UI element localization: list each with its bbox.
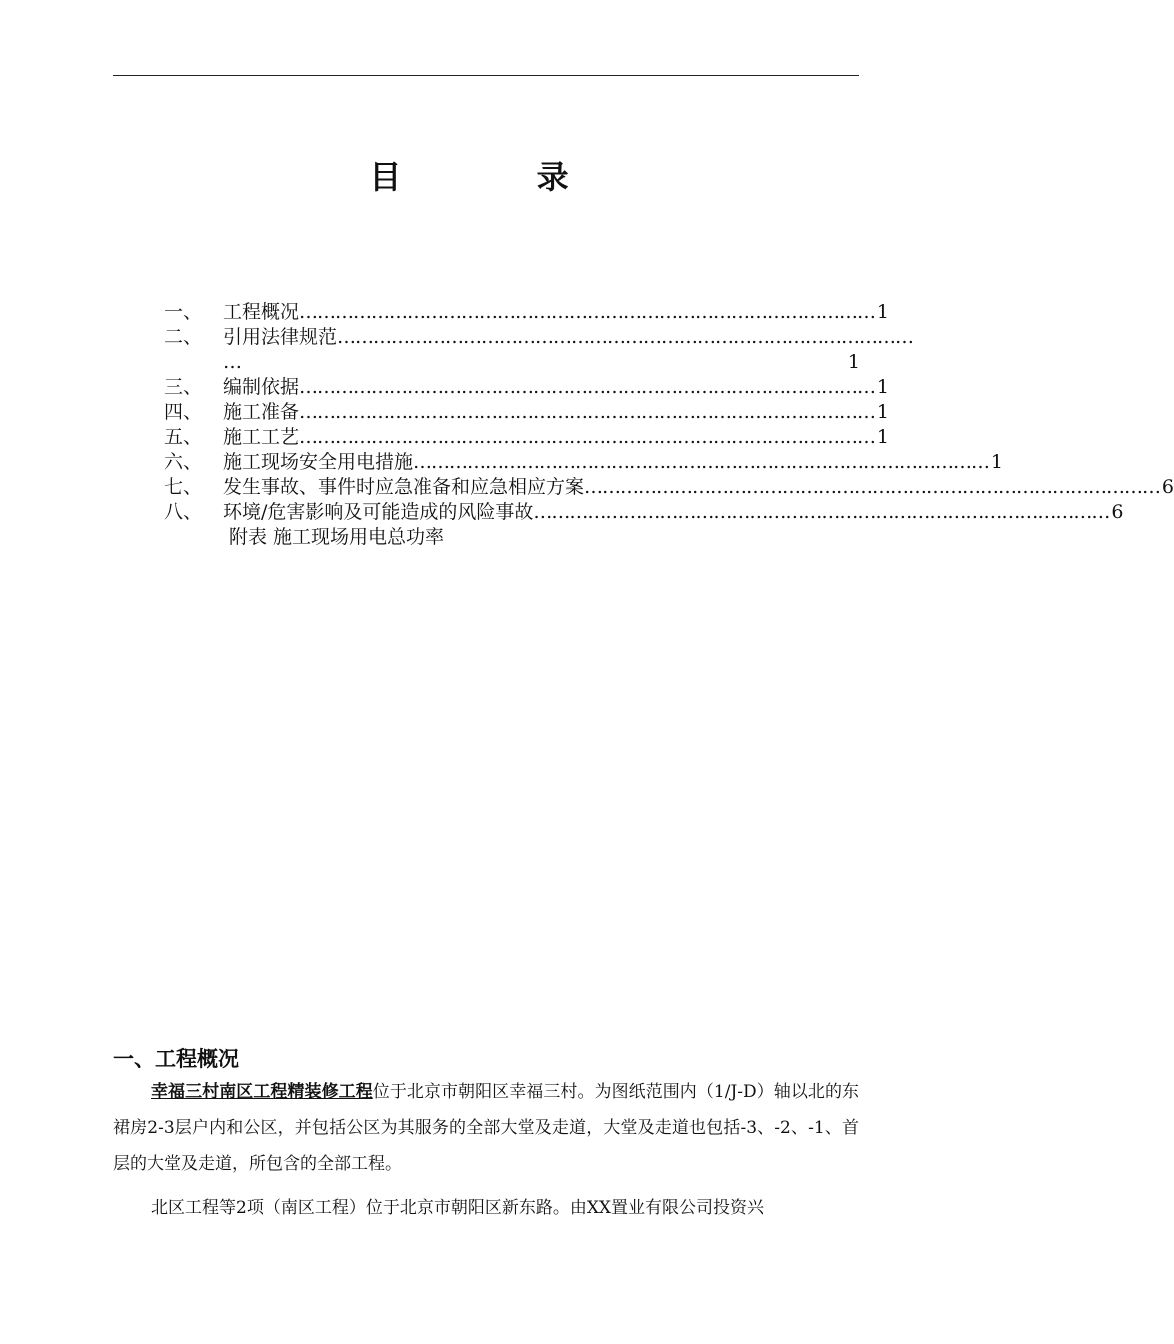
toc-entry-number: 一、: [164, 301, 203, 323]
toc-entry[interactable]: [164, 475, 1174, 500]
toc-leader-dots: ……………………………………………………………………………………: [413, 451, 990, 473]
toc-entry-page: 1: [876, 301, 890, 323]
toc-entry-page: 1: [876, 376, 890, 398]
toc-appendix[interactable]: [164, 525, 860, 550]
toc-entry[interactable]: [164, 300, 890, 325]
toc-entry[interactable]: [164, 400, 890, 425]
toc-entry-number: 七、: [164, 476, 203, 498]
paragraph-text: 位于北京市朝阳区幸福三村。为图纸范围内（1/J-D）轴以北的东裙房2-3层户内和公区，并包括公区为其服务的全部大堂及走道，大堂及走道也包括-3、-2、-1、首层的大堂及走道，所包含的全部工程。: [113, 1082, 860, 1174]
toc-entry-number: 五、: [164, 426, 203, 448]
project-name: 幸福三村南区工程精装修工程: [151, 1082, 373, 1102]
toc-leader-dots: ……………………………………………………………………………………: [299, 401, 876, 423]
toc-entry-number: 三、: [164, 376, 203, 398]
toc-entry[interactable]: [164, 375, 890, 400]
section-title: 一、工程概况: [113, 1047, 239, 1071]
toc-leader-dots: …: [223, 351, 241, 373]
header-rule: [113, 75, 859, 76]
section-project-overview: [113, 1044, 859, 1226]
toc-leader-dots: ……………………………………………………………………………………: [337, 326, 914, 348]
toc-entry-title: 编制依据: [223, 376, 300, 398]
toc-entry-title: 施工现场安全用电措施: [223, 451, 414, 473]
paragraph: 北区工程等2项（南区工程）位于北京市朝阳区新东路。由XX置业有限公司投资兴: [151, 1198, 765, 1218]
table-of-contents: [164, 300, 1174, 550]
toc-entry-page: 1: [990, 451, 1004, 473]
toc-leader-dots: ……………………………………………………………………………………: [299, 426, 876, 448]
toc-title: 目 录: [369, 158, 631, 196]
toc-entry-title: 施工准备: [223, 401, 300, 423]
toc-entry-page: 1: [876, 426, 890, 448]
toc-entry-number: 六、: [164, 451, 203, 473]
toc-leader-dots: ……………………………………………………………………………………: [299, 376, 876, 398]
toc-entry-page: 1: [876, 401, 890, 423]
toc-entry[interactable]: [164, 500, 1124, 525]
toc-entry-title: 引用法律规范: [223, 326, 338, 348]
toc-entry-page: 6: [1111, 501, 1124, 523]
toc-entry[interactable]: [164, 450, 1004, 475]
toc-entry-number: 四、: [164, 401, 203, 423]
toc-entry-number: 八、: [164, 501, 203, 523]
toc-leader-dots: ……………………………………………………………………………………: [299, 301, 876, 323]
toc-entry-title: 工程概况: [223, 301, 300, 323]
toc-entry[interactable]: [164, 425, 890, 450]
toc-entry-number: 二、: [164, 326, 203, 348]
paragraph: [113, 1074, 859, 1182]
toc-entry-page: 6: [1161, 476, 1174, 498]
toc-entry-title: 环境/危害影响及可能造成的风险事故: [223, 501, 534, 523]
toc-entry-page: 1: [847, 351, 860, 373]
toc-entry[interactable]: [164, 325, 914, 375]
toc-leader-dots: ……………………………………………………………………………………: [533, 501, 1110, 523]
toc-entry-title: 发生事故、事件时应急准备和应急相应方案: [223, 476, 585, 498]
toc-appendix-title: 附表 施工现场用电总功率: [229, 526, 445, 548]
toc-entry-title: 施工工艺: [223, 426, 300, 448]
toc-leader-dots: ……………………………………………………………………………………: [584, 476, 1161, 498]
